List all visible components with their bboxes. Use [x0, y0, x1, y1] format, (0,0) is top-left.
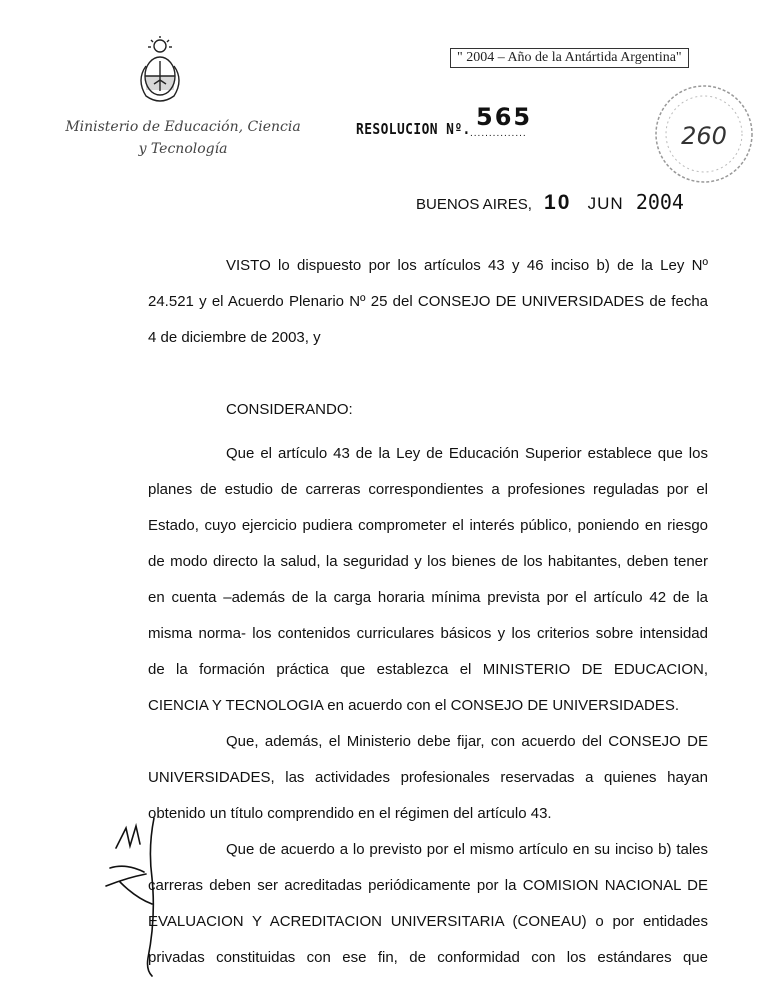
- body-line: obtenido un título comprendido en el régimen del artículo 43.: [148, 805, 552, 822]
- date-month: JUN: [587, 194, 624, 213]
- stamp-number: 260: [681, 122, 727, 150]
- body-line: UNIVERSIDADES, las actividades profesionales reservadas a quienes hayan: [148, 769, 708, 786]
- body-line: en cuenta –además de la carga horaria mínima prevista por el artículo 42 de la: [148, 589, 708, 606]
- resolution-label: RESOLUCION Nº.: [356, 120, 471, 138]
- body-line: planes de estudio de carreras correspondientes a profesiones reguladas por el: [148, 481, 708, 498]
- body-line: carreras deben ser acreditadas periódicamente por la COMISION NACIONAL DE: [148, 877, 708, 894]
- ministry-name: [48, 116, 318, 160]
- handwritten-initials: [96, 808, 206, 978]
- ministry-name-line-1: Ministerio de Educación, Ciencia: [65, 119, 301, 135]
- date-year: 2004: [635, 190, 684, 214]
- body-line: Que el artículo 43 de la Ley de Educación Superior establece que los: [226, 445, 708, 462]
- body-line: VISTO lo dispuesto por los artículos 43 y 46 inciso b) de la Ley Nº: [226, 257, 708, 274]
- folio-stamp: [648, 78, 760, 190]
- body-line: privadas constituidas con ese fin, de conformidad con los estándares que: [148, 949, 708, 966]
- resolution-number: 565: [476, 103, 533, 131]
- document-date: [416, 190, 684, 215]
- body-line: Que, además, el Ministerio debe fijar, con acuerdo del CONSEJO DE: [226, 733, 708, 750]
- body-line: misma norma- los contenidos curriculares básicos y los criterios sobre intensidad: [148, 625, 708, 642]
- ministry-name-line-2: y Tecnología: [138, 141, 228, 157]
- year-motto: " 2004 – Año de la Antártida Argentina": [450, 48, 689, 68]
- body-line: CIENCIA Y TECNOLOGIA en acuerdo con el CONSEJO DE UNIVERSIDADES.: [148, 697, 680, 714]
- body-line: EVALUACION Y ACREDITACION UNIVERSITARIA (CONEAU) o por entidades: [148, 913, 708, 930]
- body-line: 4 de diciembre de 2003, y: [148, 329, 321, 346]
- date-city: BUENOS AIRES,: [416, 196, 532, 213]
- body-line: de la formación práctica que establezca el MINISTERIO DE EDUCACION,: [148, 661, 708, 678]
- resolution-dots: ...............: [470, 128, 527, 139]
- body-line: 24.521 y el Acuerdo Plenario Nº 25 del CONSEJO DE UNIVERSIDADES de fecha: [148, 293, 708, 310]
- section-heading: CONSIDERANDO:: [226, 401, 353, 418]
- body-line: Estado, cuyo ejercicio pudiera comprometer el interés público, poniendo en riesgo: [148, 517, 708, 534]
- date-day: 10: [544, 191, 572, 214]
- coat-of-arms-icon: [134, 36, 186, 106]
- body-line: de modo directo la salud, la seguridad y los bienes de los habitantes, deben tener: [148, 553, 708, 570]
- body-line: Que de acuerdo a lo previsto por el mismo artículo en su inciso b) tales: [226, 841, 708, 858]
